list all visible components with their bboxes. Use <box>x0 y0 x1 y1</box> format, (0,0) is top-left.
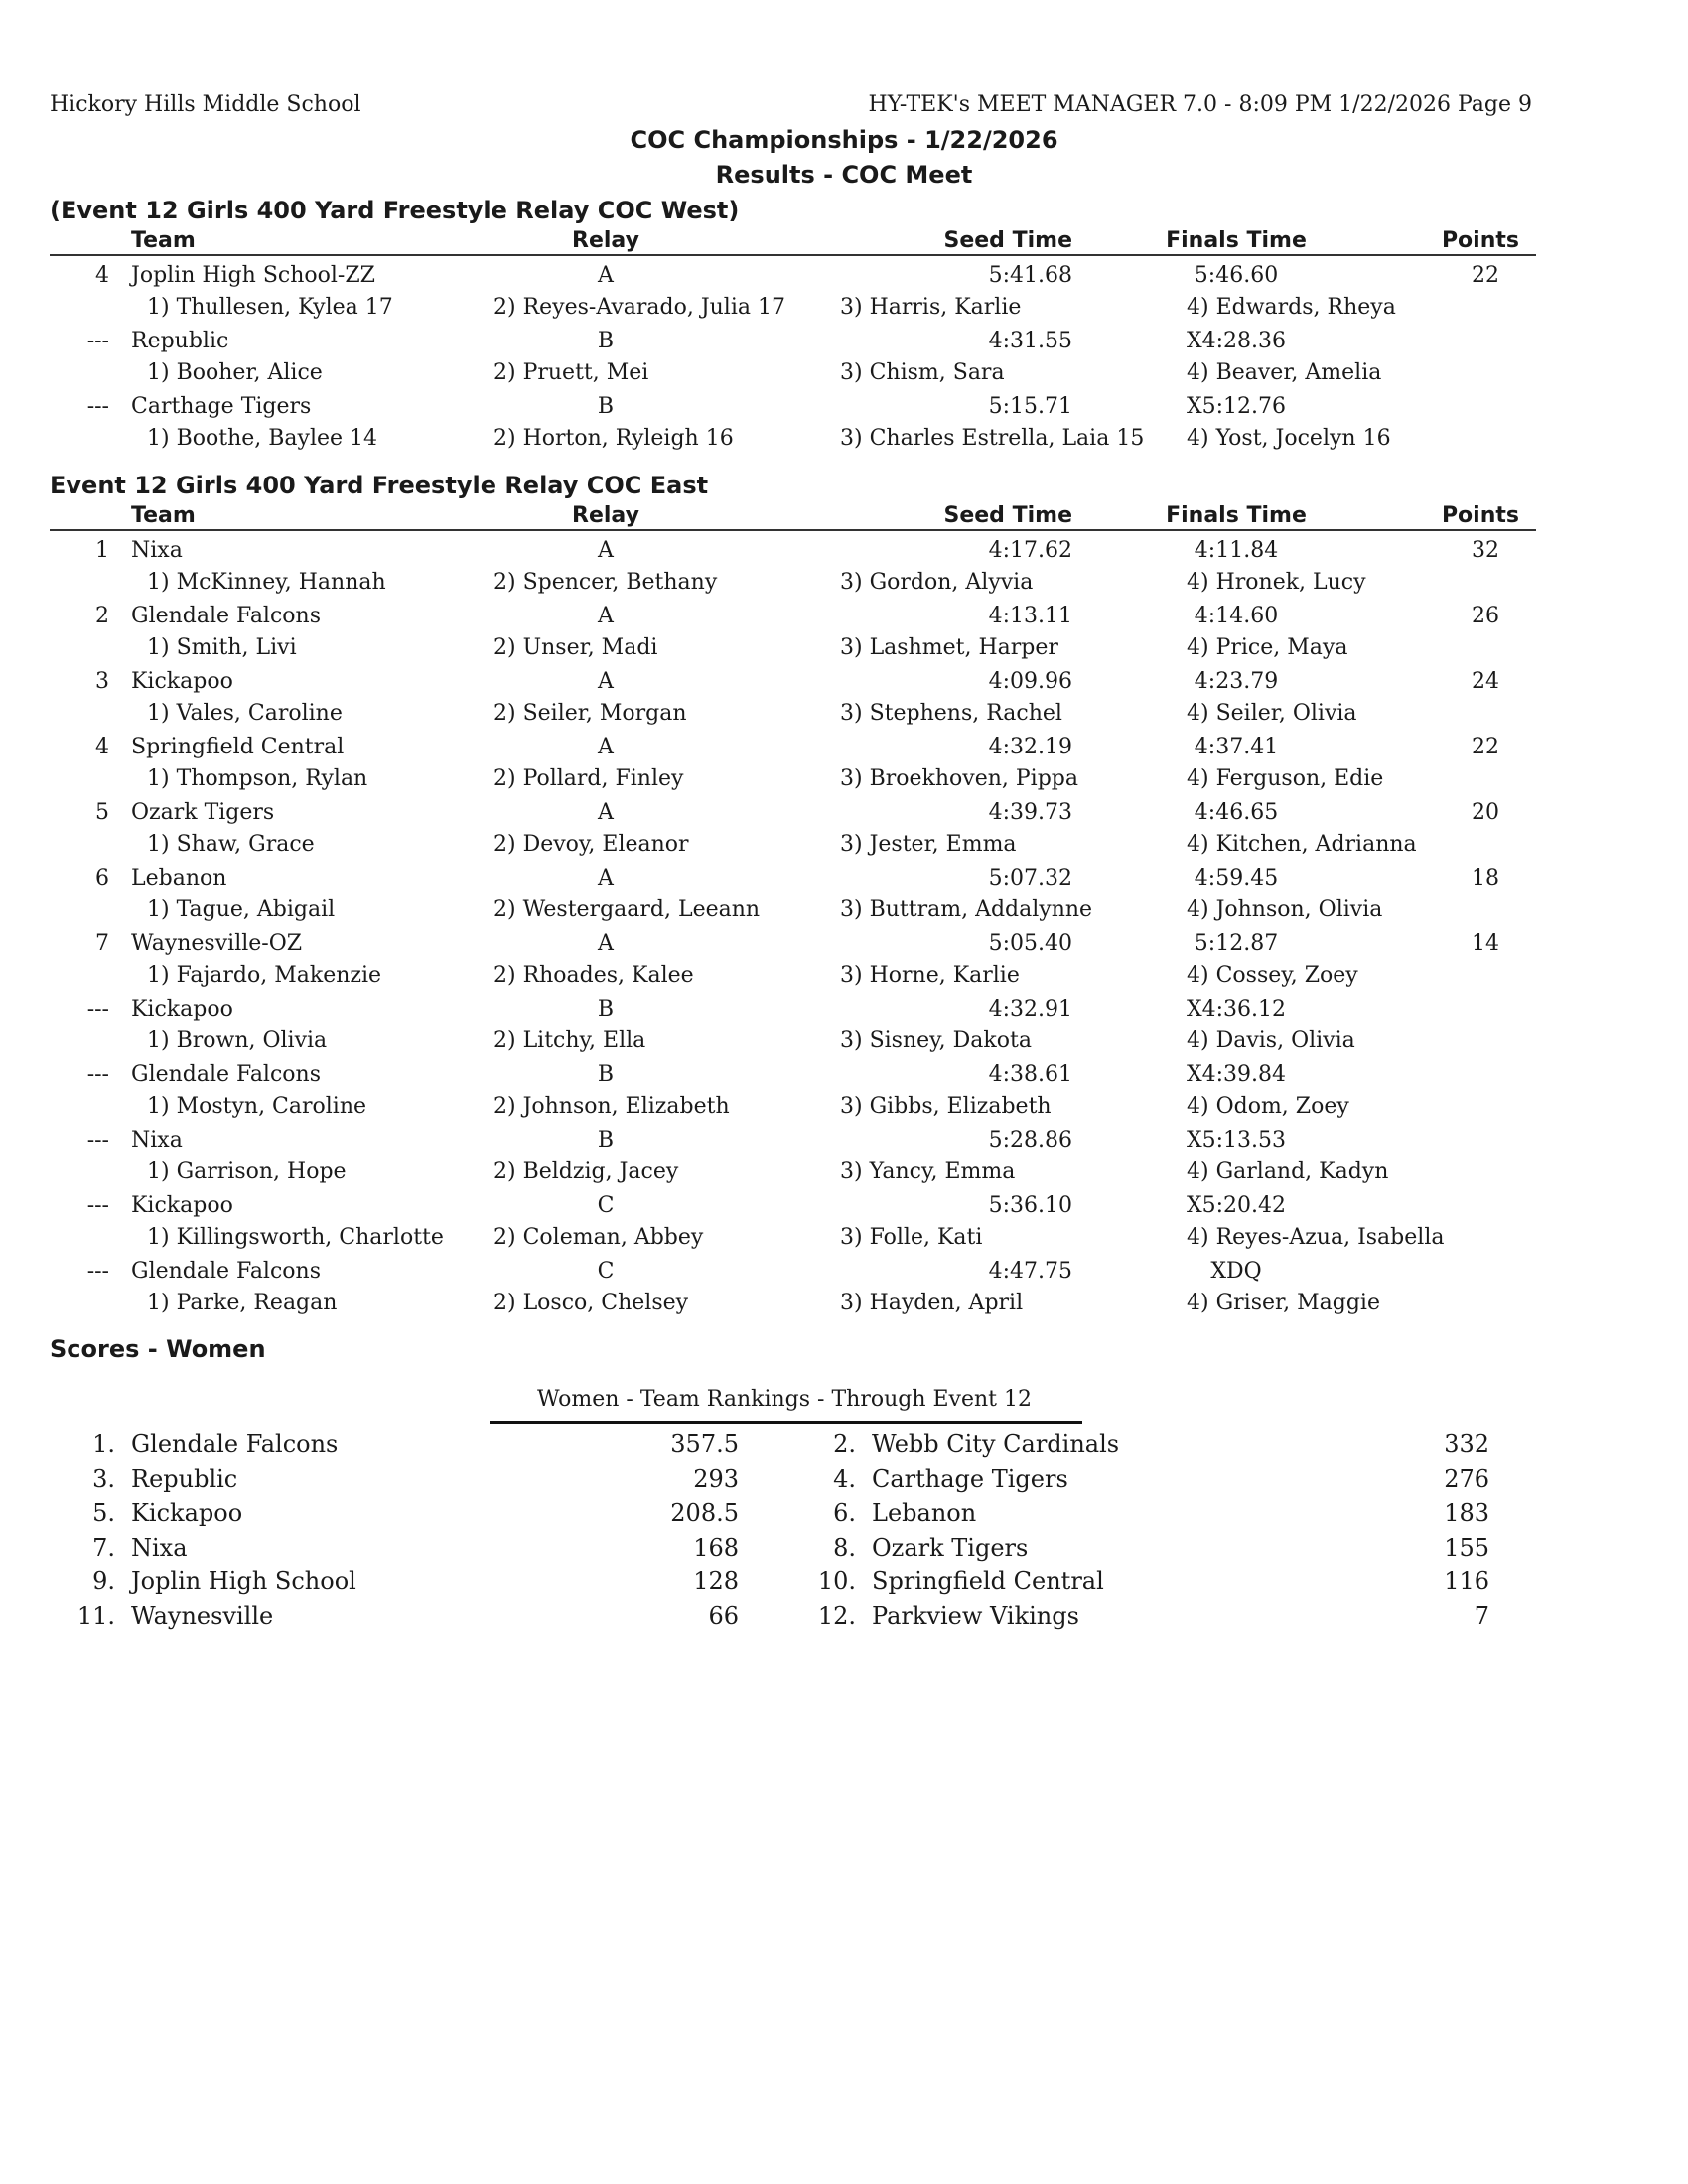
result-row <box>0 329 1688 360</box>
swimmer: 4) Beaver, Amelia <box>1187 360 1382 385</box>
ranking-team: Nixa <box>131 1533 188 1562</box>
swimmer-row <box>0 766 1688 798</box>
swimmer: 2) Johnson, Elizabeth <box>493 1094 730 1119</box>
swimmer: 2) Rhoades, Kalee <box>493 963 694 988</box>
team-score: 116 <box>1444 1568 1489 1595</box>
team-name: Carthage Tigers <box>131 394 312 419</box>
rankings-rule <box>490 1421 1082 1424</box>
col-points: Points <box>1441 503 1519 528</box>
rank: 1. <box>92 1431 115 1458</box>
place: --- <box>86 329 109 353</box>
seed-time: 5:28.86 <box>988 1128 1072 1153</box>
ranking-team: Joplin High School <box>131 1568 356 1595</box>
relay-letter: A <box>598 931 614 956</box>
result-row <box>0 735 1688 766</box>
seed-time: 4:39.73 <box>988 800 1072 825</box>
place: 3 <box>95 669 109 694</box>
rank: 7. <box>92 1533 115 1562</box>
swimmer: 4) Edwards, Rheya <box>1187 295 1396 320</box>
finals-time: 4:37.41 <box>1194 735 1279 759</box>
swimmer: 2) Pollard, Finley <box>493 766 684 791</box>
swimmer: 2) Horton, Ryleigh 16 <box>493 426 734 451</box>
finals-time: XDQ <box>1210 1259 1262 1284</box>
rank: 9. <box>92 1568 115 1595</box>
place: --- <box>86 1193 109 1218</box>
finals-time: 5:46.60 <box>1194 263 1279 288</box>
swimmer: 1) McKinney, Hannah <box>147 570 386 595</box>
ranking-team: Springfield Central <box>872 1568 1104 1595</box>
swimmer: 2) Spencer, Bethany <box>493 570 718 595</box>
result-row <box>0 669 1688 701</box>
team-name: Joplin High School-ZZ <box>131 263 375 288</box>
place: 2 <box>95 604 109 628</box>
team-name: Kickapoo <box>131 997 233 1022</box>
seed-time: 5:05.40 <box>988 931 1072 956</box>
finals-time: 4:23.79 <box>1194 669 1279 694</box>
scores-title: Scores - Women <box>50 1335 266 1363</box>
ranking-team: Ozark Tigers <box>872 1533 1029 1562</box>
swimmer: 2) Westergaard, Leeann <box>493 897 761 922</box>
place: --- <box>86 1062 109 1087</box>
swimmer-row <box>0 1028 1688 1060</box>
swimmer: 4) Hronek, Lucy <box>1187 570 1366 595</box>
swimmer: 1) Parke, Reagan <box>147 1291 338 1315</box>
finals-time: X4:36.12 <box>1186 997 1287 1022</box>
swimmer: 3) Hayden, April <box>840 1291 1024 1315</box>
result-row <box>0 866 1688 897</box>
results-subtitle: Results - COC Meet <box>715 161 973 189</box>
finals-time: 4:14.60 <box>1194 604 1279 628</box>
place: --- <box>86 1128 109 1153</box>
ranking-team: Webb City Cardinals <box>872 1431 1120 1458</box>
team-name: Kickapoo <box>131 669 233 694</box>
ranking-team: Glendale Falcons <box>131 1431 339 1458</box>
finals-time: 4:11.84 <box>1194 538 1279 563</box>
swimmer-row <box>0 295 1688 327</box>
swimmer: 4) Yost, Jocelyn 16 <box>1187 426 1391 451</box>
col-team: Team <box>131 503 196 528</box>
place: --- <box>86 1259 109 1284</box>
relay-letter: A <box>598 263 614 288</box>
swimmer: 4) Johnson, Olivia <box>1187 897 1383 922</box>
team-name: Glendale Falcons <box>131 1062 321 1087</box>
result-row <box>0 1259 1688 1291</box>
swimmer-row <box>0 897 1688 929</box>
swimmer-row <box>0 963 1688 995</box>
col-seed: Seed Time <box>943 228 1072 253</box>
swimmer: 3) Charles Estrella, Laia 15 <box>840 426 1145 451</box>
team-name: Ozark Tigers <box>131 800 275 825</box>
swimmer: 1) Booher, Alice <box>147 360 323 385</box>
ranking-row <box>0 1602 1688 1636</box>
place: 4 <box>95 263 109 288</box>
points: 24 <box>1472 669 1499 694</box>
swimmer: 2) Litchy, Ella <box>493 1028 646 1053</box>
finals-time: X5:12.76 <box>1186 394 1287 419</box>
relay-letter: B <box>597 329 615 353</box>
swimmer: 4) Cossey, Zoey <box>1187 963 1358 988</box>
finals-time: 4:46.65 <box>1194 800 1279 825</box>
team-score: 183 <box>1444 1499 1489 1527</box>
result-row <box>0 931 1688 963</box>
swimmer: 1) Fajardo, Makenzie <box>147 963 382 988</box>
finals-time: X4:39.84 <box>1186 1062 1287 1087</box>
swimmer: 3) Yancy, Emma <box>840 1160 1016 1184</box>
swimmer-row <box>0 1291 1688 1322</box>
relay-letter: A <box>598 669 614 694</box>
rank: 5. <box>92 1499 115 1527</box>
swimmer: 3) Lashmet, Harper <box>840 635 1058 660</box>
seed-time: 4:38.61 <box>988 1062 1072 1087</box>
seed-time: 4:13.11 <box>988 604 1072 628</box>
relay-letter: C <box>597 1193 615 1218</box>
event-title-east: Event 12 Girls 400 Yard Freestyle Relay COC East <box>50 472 709 499</box>
place: 4 <box>95 735 109 759</box>
relay-letter: A <box>598 735 614 759</box>
place: 7 <box>95 931 109 956</box>
place: 5 <box>95 800 109 825</box>
col-seed: Seed Time <box>943 503 1072 528</box>
rank: 8. <box>833 1533 856 1562</box>
seed-time: 4:31.55 <box>988 329 1072 353</box>
ranking-team: Kickapoo <box>131 1499 243 1527</box>
meet-title: COC Championships - 1/22/2026 <box>630 126 1058 154</box>
points: 20 <box>1472 800 1499 825</box>
relay-letter: A <box>598 538 614 563</box>
team-score: 7 <box>1474 1601 1489 1630</box>
rank: 4. <box>833 1464 856 1493</box>
team-score: 168 <box>693 1533 739 1562</box>
seed-time: 4:32.19 <box>988 735 1072 759</box>
swimmer: 1) Thompson, Rylan <box>147 766 368 791</box>
team-score: 155 <box>1444 1533 1489 1562</box>
points: 18 <box>1472 866 1499 890</box>
swimmer: 2) Unser, Madi <box>493 635 658 660</box>
swimmer: 2) Losco, Chelsey <box>493 1291 689 1315</box>
seed-time: 4:47.75 <box>988 1259 1072 1284</box>
result-row <box>0 263 1688 295</box>
points: 14 <box>1472 931 1499 956</box>
swimmer: 1) Vales, Caroline <box>147 701 343 726</box>
team-name: Republic <box>131 329 229 353</box>
result-row <box>0 800 1688 832</box>
swimmer: 4) Griser, Maggie <box>1187 1291 1380 1315</box>
relay-letter: A <box>598 800 614 825</box>
swimmer: 2) Seiler, Morgan <box>493 701 687 726</box>
place: --- <box>86 394 109 419</box>
swimmer: 1) Shaw, Grace <box>147 832 315 857</box>
ranking-team: Parkview Vikings <box>872 1601 1079 1630</box>
swimmer: 1) Smith, Livi <box>147 635 297 660</box>
result-row <box>0 1128 1688 1160</box>
col-finals: Finals Time <box>1166 503 1307 528</box>
seed-time: 5:36.10 <box>988 1193 1072 1218</box>
rank: 2. <box>833 1431 856 1458</box>
swimmer: 1) Mostyn, Caroline <box>147 1094 367 1119</box>
seed-time: 4:09.96 <box>988 669 1072 694</box>
ranking-row <box>0 1568 1688 1601</box>
swimmer: 1) Thullesen, Kylea 17 <box>147 295 393 320</box>
place: --- <box>86 997 109 1022</box>
page-header-right: HY-TEK's MEET MANAGER 7.0 - 8:09 PM 1/22/2026 Page 9 <box>868 92 1532 117</box>
rank: 3. <box>92 1464 115 1493</box>
rank: 12. <box>817 1601 856 1630</box>
swimmer: 2) Devoy, Eleanor <box>493 832 689 857</box>
swimmer-row <box>0 701 1688 733</box>
team-name: Springfield Central <box>131 735 345 759</box>
team-score: 128 <box>693 1568 739 1595</box>
swimmer: 4) Reyes-Azua, Isabella <box>1187 1225 1445 1250</box>
swimmer-row <box>0 1160 1688 1191</box>
team-score: 293 <box>693 1464 739 1493</box>
ranking-team: Lebanon <box>872 1499 977 1527</box>
team-score: 208.5 <box>670 1499 739 1527</box>
finals-time: 5:12.87 <box>1194 931 1279 956</box>
relay-letter: A <box>598 604 614 628</box>
swimmer: 3) Gibbs, Elizabeth <box>840 1094 1052 1119</box>
ranking-row <box>0 1499 1688 1533</box>
swimmer: 3) Broekhoven, Pippa <box>840 766 1078 791</box>
team-score: 276 <box>1444 1464 1489 1493</box>
col-relay: Relay <box>572 228 639 253</box>
swimmer: 4) Garland, Kadyn <box>1187 1160 1389 1184</box>
relay-letter: A <box>598 866 614 890</box>
team-name: Kickapoo <box>131 1193 233 1218</box>
event-title-west: (Event 12 Girls 400 Yard Freestyle Relay COC West) <box>50 197 740 224</box>
ranking-row <box>0 1534 1688 1568</box>
team-name: Glendale Falcons <box>131 604 321 628</box>
swimmer-row <box>0 570 1688 602</box>
seed-time: 5:07.32 <box>988 866 1072 890</box>
swimmer: 3) Jester, Emma <box>840 832 1017 857</box>
seed-time: 4:17.62 <box>988 538 1072 563</box>
rank: 6. <box>833 1499 856 1527</box>
result-row <box>0 1193 1688 1225</box>
swimmer: 4) Price, Maya <box>1187 635 1348 660</box>
swimmer: 3) Stephens, Rachel <box>840 701 1062 726</box>
finals-time: 4:59.45 <box>1194 866 1279 890</box>
swimmer: 2) Pruett, Mei <box>493 360 649 385</box>
swimmer: 1) Boothe, Baylee 14 <box>147 426 378 451</box>
swimmer: 3) Horne, Karlie <box>840 963 1020 988</box>
swimmer: 1) Tague, Abigail <box>147 897 336 922</box>
points: 32 <box>1472 538 1499 563</box>
team-name: Lebanon <box>131 866 227 890</box>
swimmer: 3) Buttram, Addalynne <box>840 897 1093 922</box>
points: 22 <box>1472 735 1499 759</box>
relay-letter: C <box>597 1259 615 1284</box>
relay-letter: B <box>597 1062 615 1087</box>
rankings-title: Women - Team Rankings - Through Event 12 <box>537 1387 1032 1412</box>
page-header-left: Hickory Hills Middle School <box>50 92 361 117</box>
swimmer: 1) Garrison, Hope <box>147 1160 347 1184</box>
seed-time: 4:32.91 <box>988 997 1072 1022</box>
relay-letter: B <box>597 1128 615 1153</box>
swimmer: 3) Harris, Karlie <box>840 295 1022 320</box>
col-points: Points <box>1441 228 1519 253</box>
ranking-row <box>0 1431 1688 1464</box>
col-team: Team <box>131 228 196 253</box>
team-score: 332 <box>1444 1431 1489 1458</box>
swimmer-row <box>0 635 1688 667</box>
swimmer-row <box>0 1225 1688 1257</box>
col-relay: Relay <box>572 503 639 528</box>
rank: 10. <box>817 1568 856 1595</box>
relay-letter: B <box>597 394 615 419</box>
swimmer: 1) Brown, Olivia <box>147 1028 328 1053</box>
swimmer: 2) Coleman, Abbey <box>493 1225 704 1250</box>
team-score: 357.5 <box>670 1431 739 1458</box>
result-row <box>0 997 1688 1028</box>
team-name: Nixa <box>131 538 183 563</box>
swimmer: 4) Odom, Zoey <box>1187 1094 1349 1119</box>
swimmer: 3) Chism, Sara <box>840 360 1005 385</box>
col-finals: Finals Time <box>1166 228 1307 253</box>
result-row <box>0 394 1688 426</box>
swimmer: 3) Sisney, Dakota <box>840 1028 1032 1053</box>
team-score: 66 <box>708 1601 739 1630</box>
header-rule-west <box>50 254 1536 256</box>
swimmer: 3) Folle, Kati <box>840 1225 983 1250</box>
seed-time: 5:41.68 <box>988 263 1072 288</box>
result-row <box>0 1062 1688 1094</box>
rank: 11. <box>76 1601 115 1630</box>
swimmer: 4) Seiler, Olivia <box>1187 701 1357 726</box>
points: 26 <box>1472 604 1499 628</box>
swimmer: 4) Ferguson, Edie <box>1187 766 1384 791</box>
finals-time: X5:13.53 <box>1186 1128 1287 1153</box>
place: 1 <box>95 538 109 563</box>
swimmer: 4) Kitchen, Adrianna <box>1187 832 1417 857</box>
swimmer: 1) Killingsworth, Charlotte <box>147 1225 444 1250</box>
ranking-team: Waynesville <box>131 1601 274 1630</box>
swimmer: 4) Davis, Olivia <box>1187 1028 1355 1053</box>
finals-time: X4:28.36 <box>1186 329 1287 353</box>
finals-time: X5:20.42 <box>1186 1193 1287 1218</box>
team-name: Glendale Falcons <box>131 1259 321 1284</box>
swimmer: 2) Reyes-Avarado, Julia 17 <box>493 295 785 320</box>
seed-time: 5:15.71 <box>988 394 1072 419</box>
ranking-team: Republic <box>131 1464 238 1493</box>
relay-letter: B <box>597 997 615 1022</box>
result-row <box>0 538 1688 570</box>
points: 22 <box>1472 263 1499 288</box>
swimmer-row <box>0 426 1688 458</box>
team-name: Nixa <box>131 1128 183 1153</box>
swimmer: 3) Gordon, Alyvia <box>840 570 1034 595</box>
swimmer: 2) Beldzig, Jacey <box>493 1160 679 1184</box>
ranking-team: Carthage Tigers <box>872 1464 1068 1493</box>
swimmer-row <box>0 1094 1688 1126</box>
swimmer-row <box>0 360 1688 392</box>
place: 6 <box>95 866 109 890</box>
team-name: Waynesville-OZ <box>131 931 303 956</box>
result-row <box>0 604 1688 635</box>
ranking-row <box>0 1465 1688 1499</box>
header-rule-east <box>50 529 1536 531</box>
swimmer-row <box>0 832 1688 864</box>
